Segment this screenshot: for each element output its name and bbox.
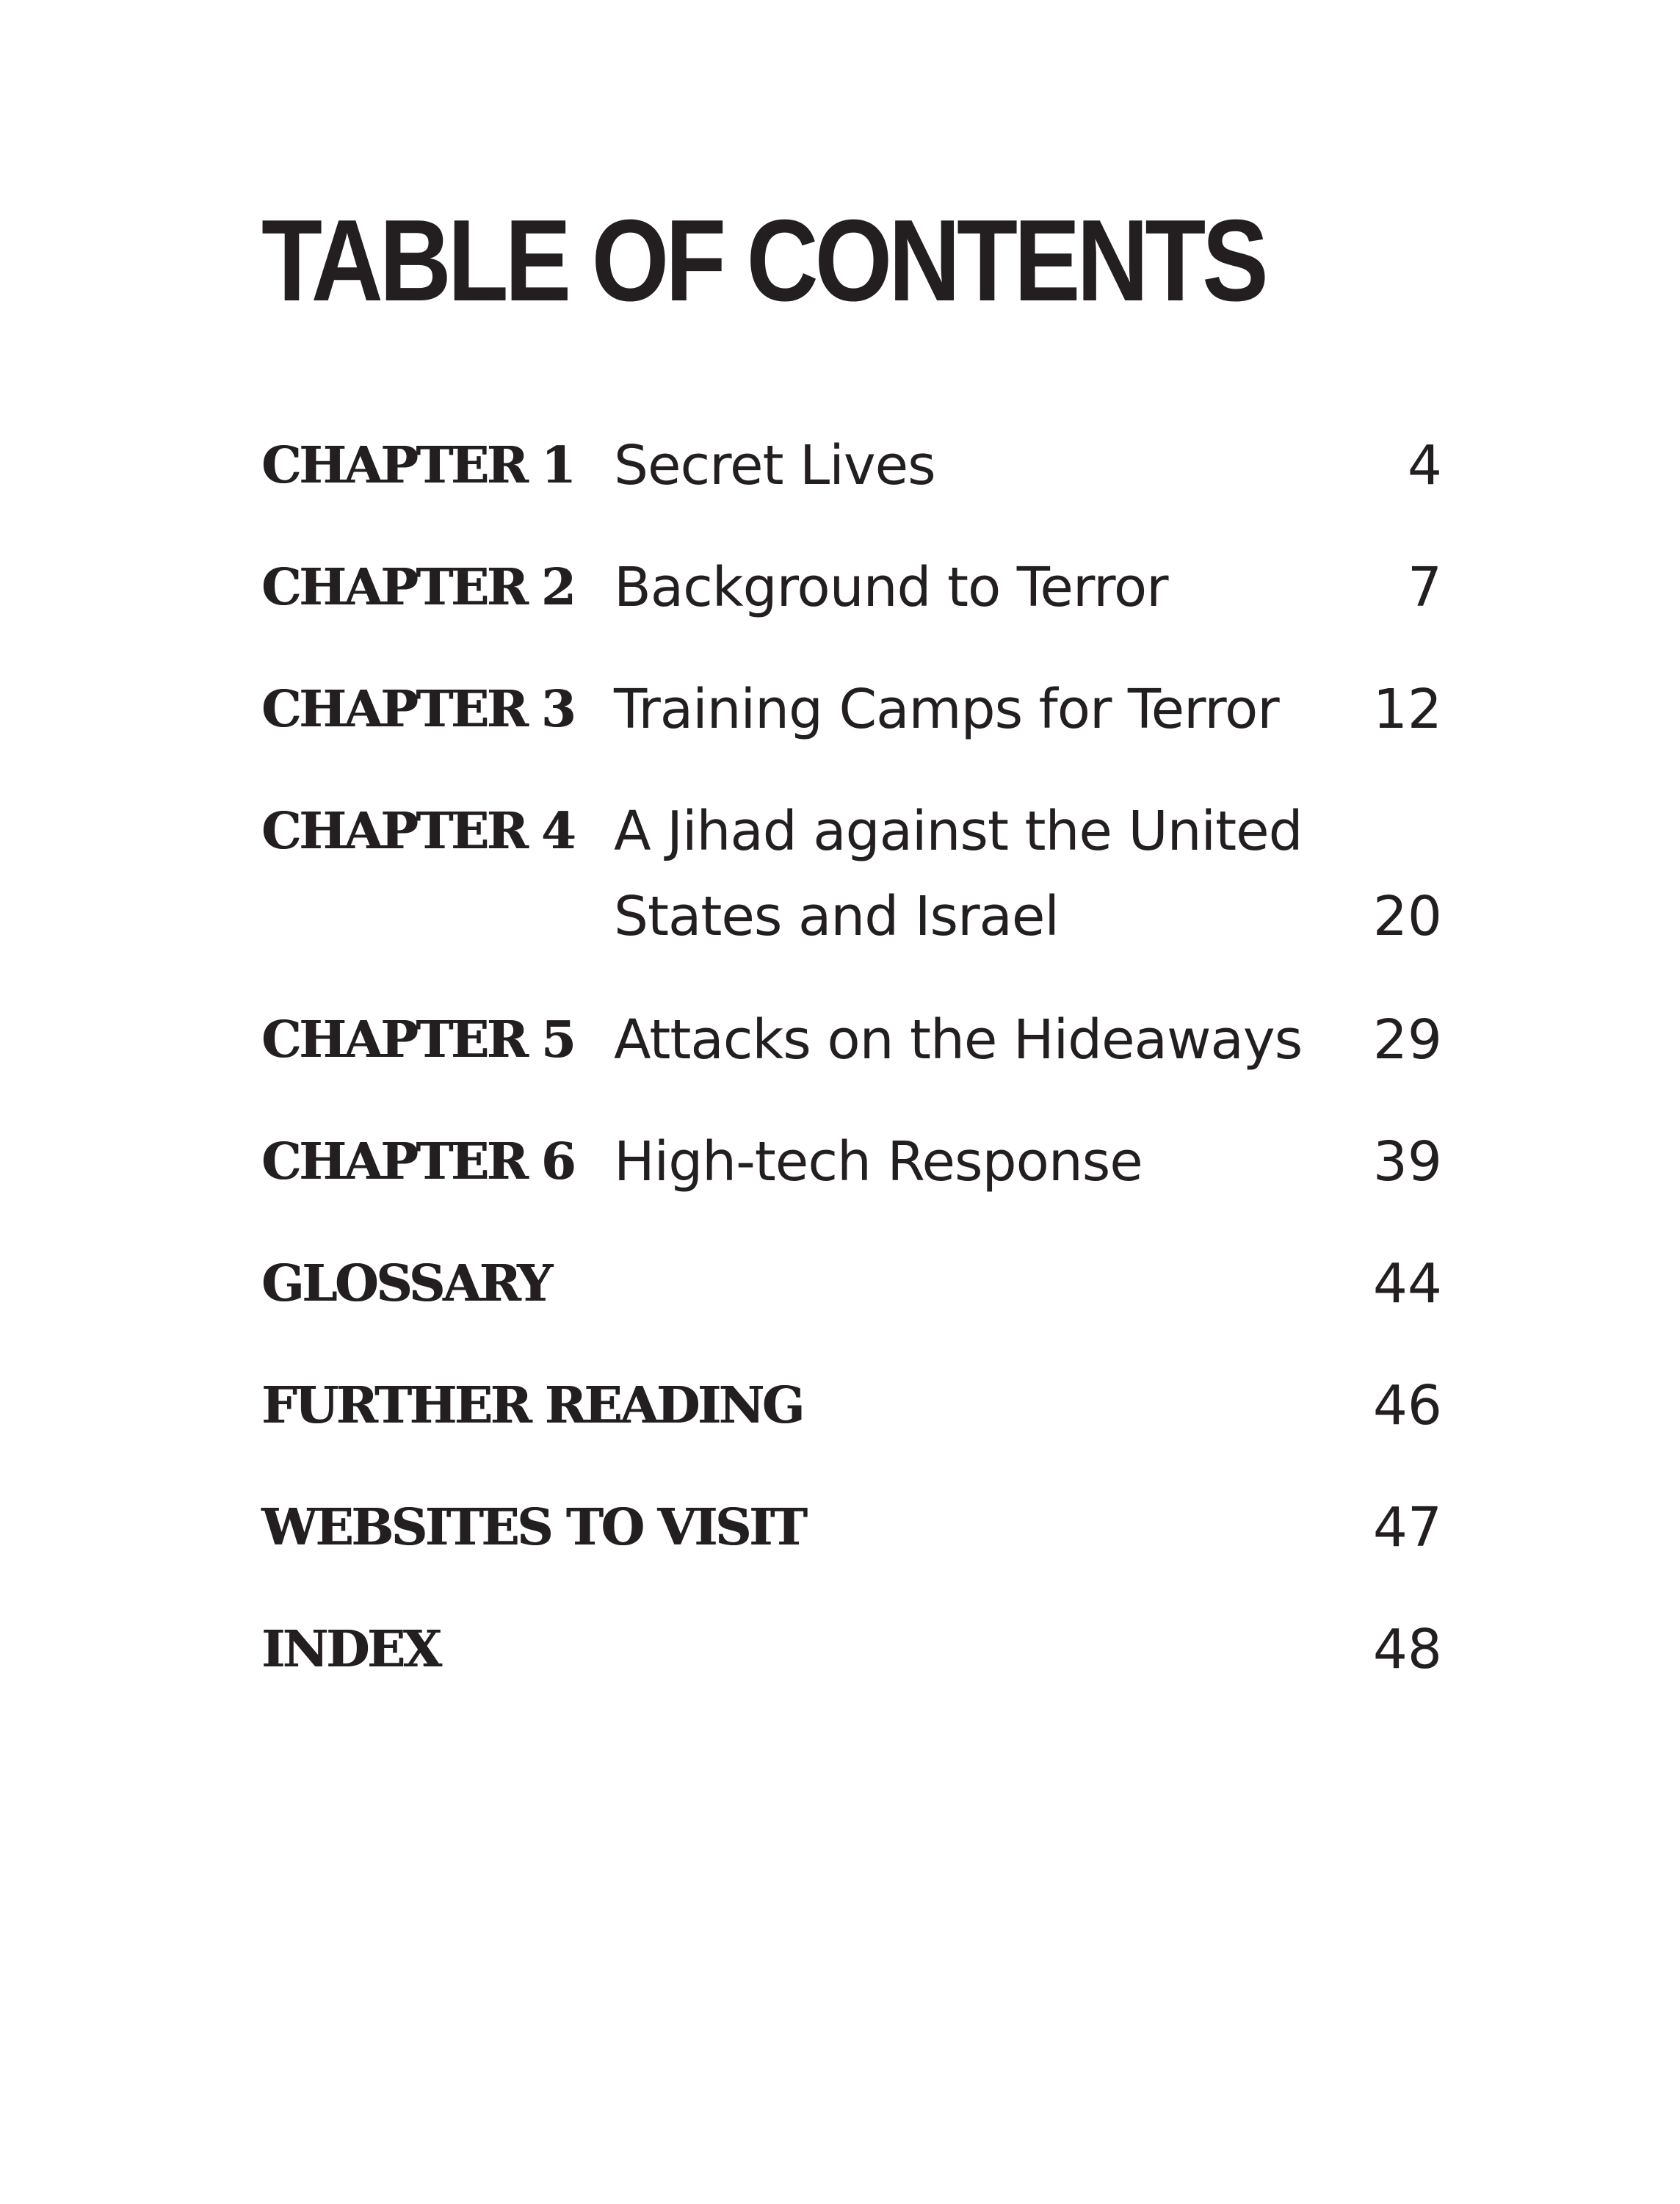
toc-entry-page: 7	[1407, 556, 1442, 619]
toc-entry-label: CHAPTER 4	[261, 802, 574, 861]
toc-entry-page: 20	[1372, 885, 1442, 948]
toc-entry-label: CHAPTER 2	[261, 558, 574, 617]
toc-entry-label: GLOSSARY	[261, 1254, 551, 1313]
toc-entry-title	[614, 558, 1168, 643]
toc-entry-page: 12	[1372, 678, 1442, 741]
toc-entry-title	[614, 1132, 1143, 1218]
toc-entry-page: 48	[1372, 1618, 1442, 1681]
page-title: TABLE OF CONTENTS	[261, 196, 1265, 325]
toc-entry-title-line: A Jihad against the United	[614, 800, 1303, 863]
toc-entry-label: CHAPTER 3	[261, 680, 574, 739]
toc-entry-page: 39	[1372, 1130, 1442, 1193]
toc-entry-title-line: Attacks on the Hideaways	[614, 1008, 1303, 1072]
toc-entry-page: 47	[1372, 1496, 1442, 1559]
toc-entry-title	[614, 436, 935, 521]
toc-entry-page: 29	[1372, 1008, 1442, 1072]
toc-entry-title	[614, 680, 1279, 765]
toc-entry-page: 4	[1407, 434, 1442, 497]
toc-entry-title	[614, 802, 1303, 972]
toc-entry-title-line: Secret Lives	[614, 434, 935, 497]
toc-entry-title-line: Background to Terror	[614, 556, 1168, 619]
toc-entry-label: INDEX	[261, 1620, 440, 1679]
toc-entry-label: WEBSITES TO VISIT	[261, 1498, 805, 1557]
toc-entry-title-line: High-tech Response	[614, 1130, 1143, 1193]
toc-entry-label: FURTHER READING	[261, 1376, 803, 1435]
toc-entry-label: CHAPTER 5	[261, 1011, 574, 1069]
toc-entry-page: 44	[1372, 1252, 1442, 1315]
toc-entry-title-line: States and Israel	[614, 885, 1059, 948]
toc-entry-label: CHAPTER 1	[261, 436, 574, 495]
toc-entry-title-line: Training Camps for Terror	[614, 678, 1279, 741]
toc-entry-title	[614, 1008, 1303, 1096]
toc-entry-label: CHAPTER 6	[261, 1132, 574, 1191]
toc-entry-page: 46	[1372, 1374, 1442, 1437]
